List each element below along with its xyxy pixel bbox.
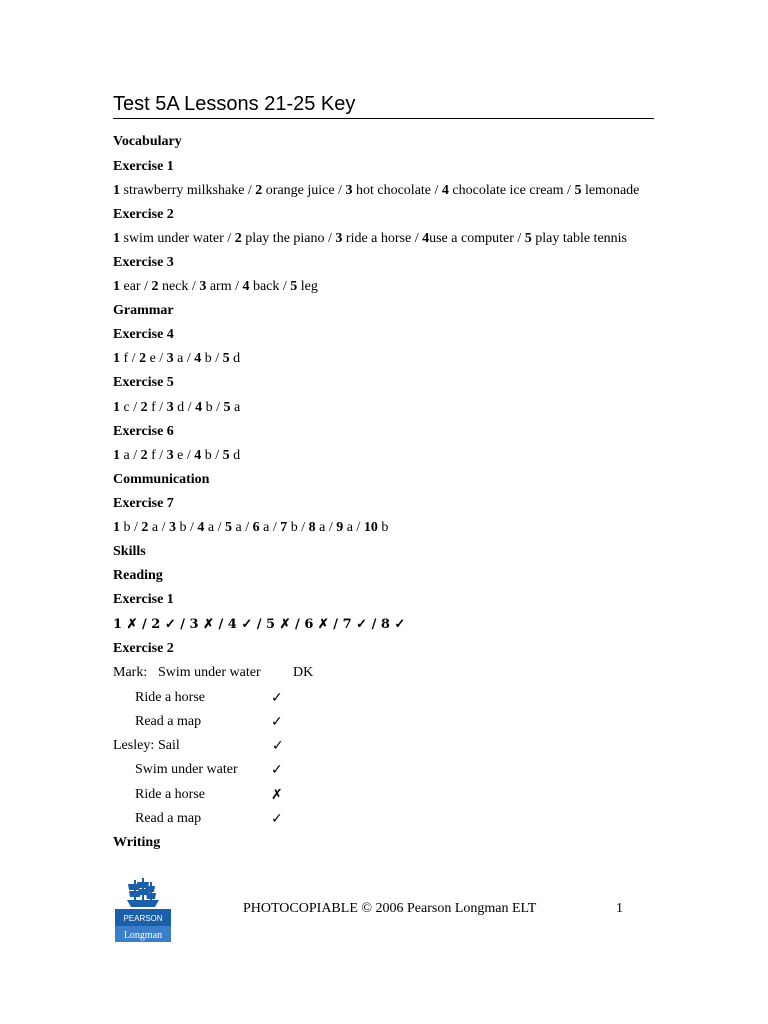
item-answer: b [377,520,389,535]
exercise-heading: Exercise 2 [113,641,174,656]
activity-label: Read a map [135,714,202,729]
activity-label: Sail [158,738,180,753]
item-answer: lemonade [581,183,640,198]
pearson-longman-logo [115,878,171,943]
item-number: 4 [197,520,205,535]
item-answer: e / [173,448,195,463]
item-answer: chocolate ice cream / [448,183,575,198]
item-answer: a / [259,520,281,535]
item-answer: a / [204,520,225,535]
item-number: 1 [113,183,120,198]
item-number: 1 [113,231,120,246]
check-mark: ✓ [271,762,283,778]
item-number: 5 [574,183,582,198]
item-number: 10 [363,520,378,535]
item-number: 6 [252,520,260,535]
item-answer: a / [173,351,195,366]
item-number: 4 [441,183,449,198]
item-number: 1 [113,520,120,535]
answer-line [113,447,240,465]
item-answer: strawberry milkshake / [120,183,256,198]
item-number: 5 [225,520,232,535]
item-number: 1 [113,351,120,366]
item-number: 2 [140,448,148,463]
answer-line [113,278,318,296]
item-answer: d [229,351,241,366]
item-number: 2 [140,400,148,415]
person-name: Mark: [113,665,148,680]
section-heading-vocabulary: Vocabulary [113,134,182,149]
item-answer: b / [201,448,223,463]
item-answer: arm / [206,279,243,294]
item-number: 2 [255,183,263,198]
answer-mark: DK [293,665,314,680]
item-number: 3 [166,351,174,366]
exercise-heading: Exercise 5 [113,375,174,390]
logo-text-bottom: Longman [123,930,163,941]
check-mark: ✓ [271,714,283,730]
item-number: 5 [222,448,230,463]
answer-line [113,230,627,248]
exercise-heading: Exercise 3 [113,255,174,270]
item-number: 5 [524,231,532,246]
item-answer: d / [173,400,196,415]
item-number: 2 [234,231,242,246]
item-number: 9 [336,520,344,535]
item-number: 3 [166,448,174,463]
item-answer: f / [147,448,167,463]
activity-label: Ride a horse [135,787,205,802]
item-number: 1 [113,279,120,294]
exercise-heading: Exercise 4 [113,327,174,342]
section-heading-writing: Writing [113,835,161,850]
item-answer: a / [315,520,337,535]
answer-line: 1 ✗ / 2 ✓ / 3 ✗ / 4 ✓ / 5 ✗ / 6 ✗ / 7 ✓ / 8 ✓ [113,617,406,632]
cross-mark: ✗ [271,787,283,803]
check-mark: ✓ [271,690,283,706]
answer-line [113,399,240,417]
item-answer: a / [343,520,364,535]
activity-label: Ride a horse [135,690,205,705]
item-number: 3 [345,183,353,198]
item-answer: leg [297,279,318,294]
item-number: 1 [113,400,120,415]
item-number: 5 [222,351,230,366]
exercise-heading: Exercise 7 [113,496,174,511]
item-answer: c / [120,400,141,415]
page-number: 1 [616,901,623,916]
item-number: 3 [166,400,174,415]
exercise-heading: Exercise 1 [113,159,174,174]
activity-label: Swim under water [158,665,261,680]
item-answer: d [229,448,241,463]
item-number: 3 [199,279,207,294]
item-answer: a / [148,520,169,535]
exercise-heading: Exercise 2 [113,207,174,222]
answer-line [113,350,240,368]
check-mark: ✓ [271,811,283,827]
section-heading-skills: Skills [113,544,146,559]
item-number: 4 [422,231,430,246]
item-number: 8 [308,520,316,535]
item-number: 3 [169,520,176,535]
exercise-heading: Exercise 1 [113,592,174,607]
item-answer: f / [120,351,140,366]
subsection-heading-reading: Reading [113,568,163,583]
item-number: 5 [290,279,298,294]
item-answer: use a computer / [429,231,525,246]
item-answer: orange juice / [262,183,346,198]
logo-text-top: PEARSON [123,914,163,923]
item-number: 7 [280,520,288,535]
item-answer: ride a horse / [342,231,423,246]
item-number: 4 [194,448,202,463]
item-answer: f / [147,400,167,415]
item-answer: ear / [120,279,152,294]
answer-line [113,182,639,200]
item-number: 5 [223,400,231,415]
item-answer: b / [287,520,309,535]
item-answer: a [230,400,241,415]
item-answer: neck / [158,279,200,294]
answer-line [113,519,388,537]
item-answer: hot chocolate / [352,183,442,198]
item-answer: play table tennis [531,231,628,246]
item-answer: b / [176,520,198,535]
item-number: 4 [242,279,250,294]
item-answer: swim under water / [120,231,235,246]
person-name: Lesley: [113,738,155,753]
item-number: 4 [195,400,203,415]
item-answer: play the piano / [241,231,336,246]
item-number: 2 [141,520,149,535]
item-answer: back / [249,279,291,294]
item-number: 2 [139,351,147,366]
item-number: 4 [194,351,202,366]
item-answer: a / [120,448,141,463]
check-mark: ✓ [272,738,284,754]
page-title: Test 5A Lessons 21-25 Key [113,92,654,119]
item-answer: b / [120,520,142,535]
activity-label: Swim under water [135,762,238,777]
item-answer: a / [232,520,253,535]
exercise-heading: Exercise 6 [113,424,174,439]
item-answer: e / [146,351,167,366]
copyright-notice: PHOTOCOPIABLE © 2006 Pearson Longman ELT [243,901,537,916]
item-number: 2 [151,279,159,294]
item-number: 1 [113,448,120,463]
section-heading-grammar: Grammar [113,303,174,318]
item-answer: b / [202,400,224,415]
item-answer: b / [201,351,223,366]
activity-label: Read a map [135,811,202,826]
item-number: 3 [335,231,343,246]
section-heading-communication: Communication [113,472,210,487]
